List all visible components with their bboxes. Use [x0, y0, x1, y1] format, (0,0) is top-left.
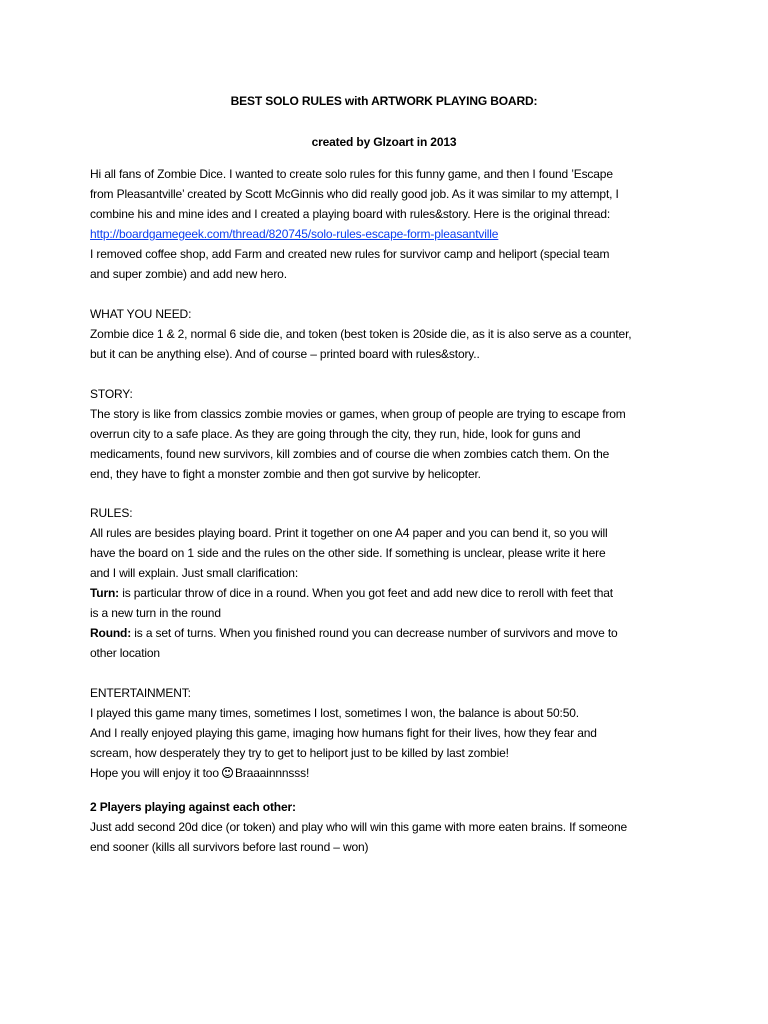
intro-line: I removed coffee shop, add Farm and created new rules for survivor camp and heliport (special team — [90, 247, 610, 261]
section-line: end, they have to fight a monster zombie and then got survive by helicopter. — [90, 467, 481, 481]
section-line: Zombie dice 1 & 2, normal 6 side die, and token (best token is 20side die, as it is also serve as a counter, — [90, 327, 632, 341]
turn-definition — [90, 583, 680, 603]
story-section — [90, 384, 680, 484]
section-line: scream, how desperately they try to get to heliport just to be killed by last zombie! — [90, 746, 509, 760]
intro-line: from Pleasantville’ created by Scott McGinnis who did really good job. As it was similar to my attempt, I — [90, 187, 619, 201]
original-thread-link[interactable]: http://boardgamegeek.com/thread/820745/solo-rules-escape-form-pleasantville — [90, 227, 499, 241]
section-heading: ENTERTAINMENT: — [90, 686, 191, 700]
document-title: BEST SOLO RULES with ARTWORK PLAYING BOARD: — [230, 94, 538, 108]
closing-text: Hope you will enjoy it too — [90, 766, 223, 780]
intro-paragraph — [90, 164, 680, 284]
section-line: And I really enjoyed playing this game, imaging how humans fight for their lives, how they fear and — [90, 726, 597, 740]
round-label: Round: — [90, 626, 132, 640]
section-line: All rules are besides playing board. Print it together on one A4 paper and you can bend it, so you will — [90, 526, 608, 540]
section-line: I played this game many times, sometimes I lost, sometimes I won, the balance is about 50:50. — [90, 706, 579, 720]
section-line: medicaments, found new survivors, kill zombies and of course die when zombies catch them. On the — [90, 447, 610, 461]
two-players-section — [90, 797, 680, 857]
turn-label: Turn: — [90, 586, 120, 600]
what-you-need-section — [90, 304, 680, 364]
round-definition — [90, 623, 680, 643]
section-heading: STORY: — [90, 387, 133, 401]
section-line: other location — [90, 646, 160, 660]
section-heading: 2 Players playing against each other: — [90, 800, 296, 814]
section-line: The story is like from classics zombie movies or games, when group of people are trying to escape from — [90, 407, 626, 421]
intro-line: combine his and mine ides and I created a playing board with rules&story. Here is the original thread: — [90, 207, 611, 221]
closing-exclamation: Braaainnnsss! — [235, 766, 310, 780]
turn-text: is particular throw of dice in a round. When you got feet and add new dice to reroll with feet that — [119, 586, 613, 600]
round-text: is a set of turns. When you finished round you can decrease number of survivors and move to — [131, 626, 618, 640]
section-line: and I will explain. Just small clarification: — [90, 566, 299, 580]
intro-line: and super zombie) and add new hero. — [90, 267, 287, 281]
document-subtitle: created by Glzoart in 2013 — [311, 135, 457, 149]
section-line — [90, 763, 680, 783]
smiley-face-icon — [222, 767, 233, 778]
section-line: Just add second 20d dice (or token) and play who will win this game with more eaten brains. If someone — [90, 820, 627, 834]
entertainment-section — [90, 683, 680, 783]
section-line: is a new turn in the round — [90, 606, 221, 620]
section-line: but it can be anything else). And of course – printed board with rules&story.. — [90, 347, 480, 361]
section-heading: RULES: — [90, 506, 133, 520]
section-heading: WHAT YOU NEED: — [90, 307, 192, 321]
intro-line: Hi all fans of Zombie Dice. I wanted to create solo rules for this funny game, and then I found ’Escape — [90, 167, 613, 181]
section-line: overrun city to a safe place. As they are going through the city, they run, hide, look for guns and — [90, 427, 581, 441]
section-line: have the board on 1 side and the rules on the other side. If something is unclear, please write it here — [90, 546, 606, 560]
rules-section — [90, 503, 680, 663]
section-line: end sooner (kills all survivors before last round – won) — [90, 840, 369, 854]
